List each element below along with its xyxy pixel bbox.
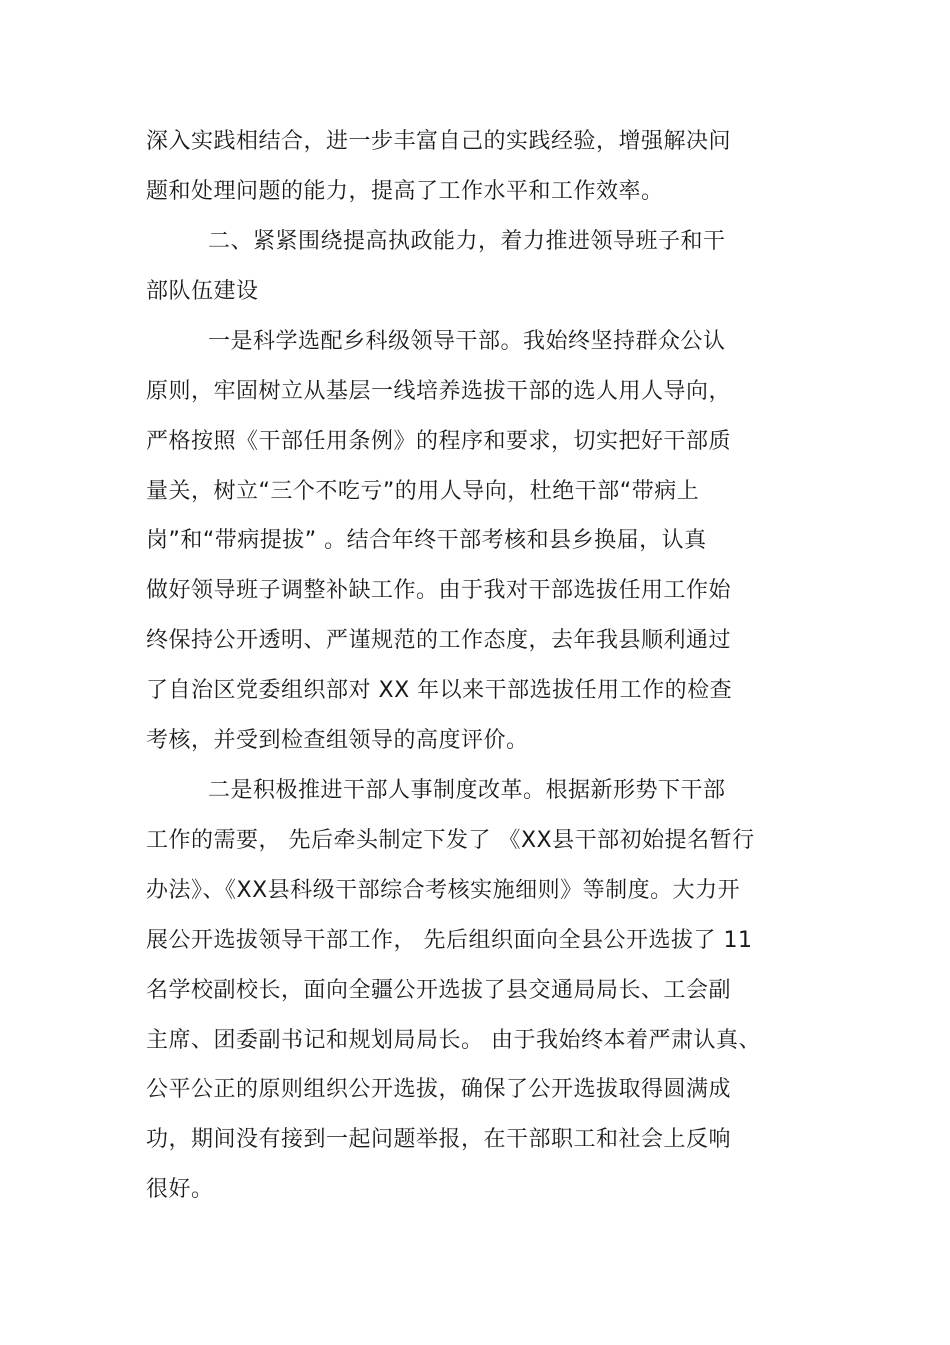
section-heading-line: 部队伍建设 [146,279,259,304]
text-line: 终保持公开透明、严谨规范的工作态度，去年我县顺利通过 [146,628,732,653]
text-line: 一是科学选配乡科级领导干部。我始终坚持群众公认 [208,329,726,354]
text-line: 展公开选拔领导干部工作， 先后组织面向全县公开选拔了 11 [146,928,753,953]
text-line: 题和处理问题的能力，提高了工作水平和工作效率。 [146,179,664,204]
text-line: 深入实践相结合，进一步丰富自己的实践经验，增强解决问 [146,129,732,154]
text-line: 严格按照《干部任用条例》的程序和要求，切实把好干部质 [146,429,732,454]
text-line: 岗”和“带病提拔” 。结合年终干部考核和县乡换届，认真 [146,528,707,553]
text-line: 工作的需要， 先后牵头制定下发了 《XX县干部初始提名暂行 [146,828,755,853]
text-line: 公平公正的原则组织公开选拔，确保了公开选拔取得圆满成 [146,1077,732,1102]
text-line: 量关，树立“三个不吃亏”的用人导向，杜绝干部“带病上 [146,479,700,504]
section-heading-line: 二、紧紧围绕提高执政能力，着力推进领导班子和干 [208,229,726,254]
text-line: 考核，并受到检查组领导的高度评价。 [146,728,529,753]
text-line: 很好。 [146,1177,214,1202]
text-line: 办法》、《XX县科级干部综合考核实施细则》等制度。大力开 [146,878,741,903]
text-line: 做好领导班子调整补缺工作。由于我对干部选拔任用工作始 [146,578,732,603]
text-line: 主席、团委副书记和规划局局长。 由于我始终本着严肃认真、 [146,1028,761,1053]
text-line: 了自治区党委组织部对 XX 年以来干部选拔任用工作的检查 [146,678,733,703]
text-line: 功，期间没有接到一起问题举报，在干部职工和社会上反响 [146,1127,732,1152]
text-line: 名学校副校长，面向全疆公开选拔了县交通局局长、工会副 [146,978,732,1003]
text-line: 二是积极推进干部人事制度改革。根据新形势下干部 [208,778,726,803]
text-line: 原则，牢固树立从基层一线培养选拔干部的选人用人导向， [146,379,732,404]
